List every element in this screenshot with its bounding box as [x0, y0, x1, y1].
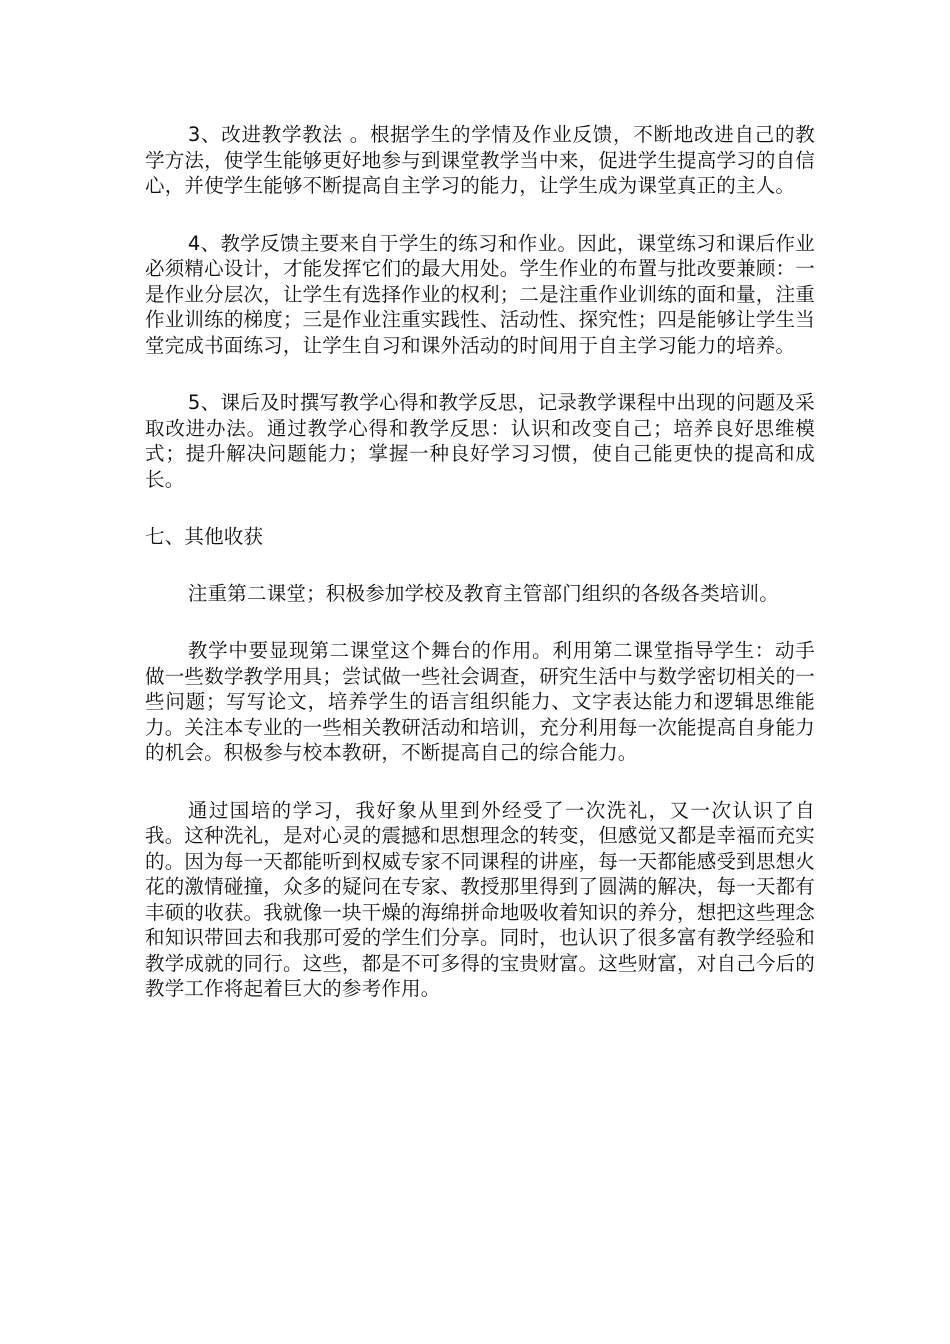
section-heading: 七、其他收获 [145, 525, 264, 548]
paragraph-item-4: 4、教学反馈主要来自于学生的练习和作业。因此，课堂练习和课后作业必须精心设计，才能发挥它们的最大用处。学生作业的布置与批改要兼顾：一是作业分层次，让学生有选择作业的权利；二是注重作业训练的面和量，注重作业训练的梯度；三是作业注重实践性、活动性、探究性；四是能够让学生当堂完成书面练习，让学生自习和课外活动的时间用于自主学习能力的培养。 [145, 231, 815, 357]
reflection-paragraph: 通过国培的学习，我好象从里到外经受了一次洗礼，又一次认识了自我。这种洗礼，是对心灵的震撼和思想理念的转变，但感觉又都是幸福而充实的。因为每一天都能听到权威专家不同课程的讲座，每一天都能感受到思想火花的激情碰撞，众多的疑问在专家、教授那里得到了圆满的解决，每一天都有丰硕的收获。我就像一块干燥的海绵拼命地吸收着知识的养分，想把这些理念和知识带回去和我那可爱的学生们分享。同时，也认识了很多富有教学经验和教学成就的同行。这些，都是不可多得的宝贵财富。这些财富，对自己今后的教学工作将起着巨大的参考作用。 [145, 798, 815, 1000]
paragraph-item-5: 5、课后及时撰写教学心得和教学反思，记录教学课程中出现的问题及采取改进办法。通过教学心得和教学反思：认识和改变自己；培养良好思维模式；提升解决问题能力；掌握一种良好学习习惯，使自己能更快的提高和成长。 [145, 391, 815, 491]
section-intro: 注重第二课堂；积极参加学校及教育主管部门组织的各级各类培训。 [187, 581, 779, 605]
second-classroom-paragraph: 教学中要显现第二课堂这个舞台的作用。利用第二课堂指导学生：动手做一些数学教学用具；尝试做一些社会调查，研究生活中与数学密切相关的一些问题；写写论文，培养学生的语言组织能力、文字表达能力和逻辑思维能力。关注本专业的一些相关教研活动和培训，充分利用每一次能提高自身能力的机会。积极参与校本教研，不断提高自己的综合能力。 [145, 639, 815, 764]
paragraph-item-3: 3、改进教学教法 。根据学生的学情及作业反馈，不断地改进自己的教学方法，使学生能够更好地参与到课堂教学当中来，促进学生提高学习的自信心，并使学生能够不断提高自主学习的能力，让学生成为课堂真正的主人。 [145, 123, 815, 197]
document-body [145, 122, 815, 1034]
